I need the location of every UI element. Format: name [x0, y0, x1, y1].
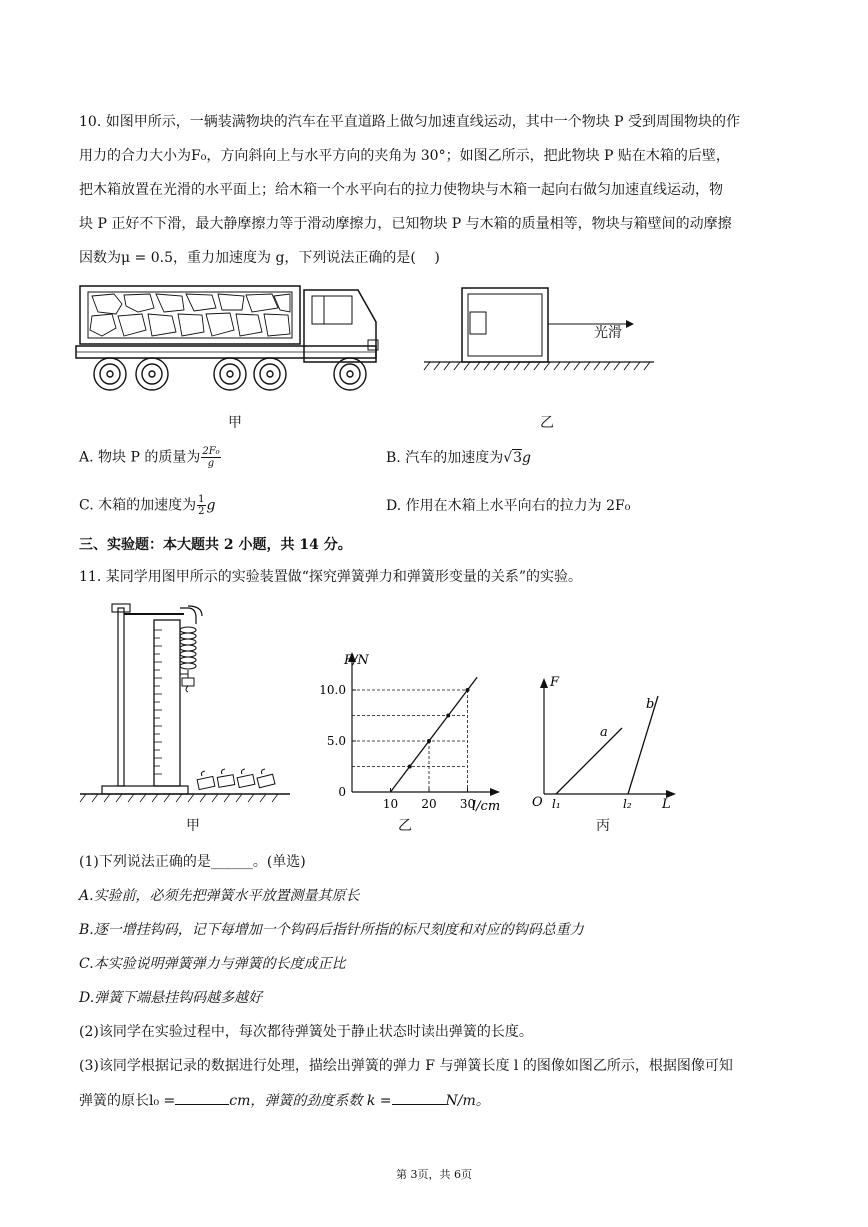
- option-b-text: B. 汽车的加速度为: [386, 450, 504, 466]
- q10-line-3: 把木箱放置在光滑的水平面上；给木箱一个水平向右的拉力使物块与木箱一起向右做匀加速直线运动，物: [79, 182, 723, 198]
- chart-bing-series-a-label: a: [600, 725, 608, 740]
- option-a-numerator: 2F₀: [202, 446, 220, 457]
- chart-bing-line-a: [556, 728, 622, 794]
- option-c-denominator: 2: [198, 506, 205, 517]
- chart-bing-y-arrow: [540, 678, 548, 688]
- page-footer: 第 3页，共 6页: [396, 1168, 472, 1181]
- chart-yi-xlabel: l/cm: [472, 799, 501, 814]
- chart-yi-ytick-label: 5.0: [326, 734, 346, 748]
- chart-yi-point: [446, 714, 450, 718]
- q10-line-4: 块 P 正好不下滑，最大静摩擦力等于滑动摩擦力，已知物块 P 与木箱的质量相等，物块与箱壁间的动摩擦: [79, 216, 732, 232]
- q10-option-b: B. 汽车的加速度为√3g: [386, 450, 532, 466]
- q11-fig-bing-caption: 丙: [596, 818, 610, 834]
- chart-yi-series-line: [391, 677, 478, 792]
- q10-line-2: 用力的合力大小为F₀，方向斜向上与水平方向的夹角为 30°；如图乙所示，把此物块 P 贴在木箱的后壁，: [79, 148, 730, 164]
- q11-part-2: (2)该同学在实验过程中，每次都待弹簧处于静止状态时读出弹簧的长度。: [79, 1024, 533, 1040]
- q11-option-d: D.弹簧下端悬挂钩码越多越好: [79, 990, 263, 1006]
- chart-yi-point: [408, 765, 412, 769]
- option-c-g: g: [206, 497, 216, 514]
- option-c-text: C. 木箱的加速度为: [79, 497, 197, 514]
- option-c-numerator: 1: [198, 494, 205, 505]
- spring-constant-blank: [392, 1090, 446, 1105]
- q10-option-c: [79, 494, 215, 517]
- q11-fig-yi-caption: 乙: [398, 818, 412, 834]
- q10-fig-jia-caption: 甲: [228, 415, 242, 431]
- chart-yi-ylabel: F/N: [344, 653, 369, 668]
- q11-option-c: C.本实验说明弹簧弹力与弹簧的长度成正比: [79, 956, 346, 972]
- force-length-chart: [316, 648, 516, 818]
- q10-line-5: 因数为μ = 0.5，重力加速度为 g，下列说法正确的是( ): [79, 250, 440, 266]
- chart-yi-xtick-label: 30: [459, 797, 476, 811]
- chart-bing-ylabel: F: [550, 675, 560, 690]
- q10-option-d: D. 作用在木箱上水平向右的拉力为 2F₀: [386, 498, 631, 514]
- option-a-text: A. 物块 P 的质量为: [79, 449, 201, 466]
- q11-option-a: A.实验前，必须先把弹簧水平放置测量其原长: [79, 888, 360, 904]
- q11-intro: 11. 某同学用图甲所示的实验装置做“探究弹簧弹力和弹簧形变量的关系”的实验。: [79, 569, 583, 585]
- section-3-heading: 三、实验题：本大题共 2 小题，共 14 分。: [79, 537, 352, 553]
- q11-part-3-text-c: N/m。: [445, 1093, 490, 1109]
- original-length-blank: [175, 1090, 229, 1105]
- chart-bing-tick-l1: l₁: [552, 797, 561, 811]
- q11-option-b: B.逐一增挂钩码，记下每增加一个钩码后指针所指的标尺刻度和对应的钩码总重力: [79, 922, 584, 938]
- chart-yi-point: [466, 688, 470, 692]
- chart-bing-xlabel: L: [662, 797, 671, 812]
- q10-fig-yi-caption: 乙: [540, 415, 554, 431]
- chart-yi-xtick-label: 20: [421, 797, 437, 811]
- chart-yi-ytick-label: 0: [338, 785, 346, 799]
- q11-part-3-line-2: [79, 1090, 490, 1111]
- q11-fig-jia-caption: 甲: [186, 818, 200, 834]
- option-a-denominator: g: [207, 458, 215, 469]
- q11-part-3-text-b: cm，弹簧的劲度系数 k =: [229, 1093, 392, 1109]
- q11-part-3-line-1: (3)该同学根据记录的数据进行处理，描绘出弹簧的弹力 F 与弹簧长度 l 的图像如图乙所示，根据图像可知: [79, 1058, 733, 1074]
- spring-apparatus-figure: [76, 600, 296, 810]
- box-figure: [420, 282, 660, 382]
- q10-option-a: [79, 446, 222, 469]
- chart-bing-series-b-label: b: [646, 697, 655, 712]
- q11-part-3-text-a: 弹簧的原长l₀ =: [79, 1093, 176, 1109]
- option-b-g: g: [522, 450, 532, 466]
- option-a-fraction: [201, 446, 220, 469]
- chart-yi-point: [427, 739, 431, 743]
- spring-comparison-chart: [528, 672, 688, 812]
- option-b-radicand: 3: [513, 450, 523, 466]
- truck-figure: [72, 282, 402, 402]
- chart-bing-tick-l2: l₂: [623, 797, 632, 811]
- option-c-fraction: [197, 494, 205, 517]
- q10-line-1: 10. 如图甲所示，一辆装满物块的汽车在平直道路上做匀加速直线运动，其中一个物块 P 受到周围物块的作: [79, 114, 741, 130]
- q10-fig-yi-label: 光滑: [594, 325, 622, 341]
- chart-yi-xtick-label: 10: [382, 797, 399, 811]
- q11-part-1: (1)下列说法正确的是______。(单选): [79, 854, 306, 870]
- chart-yi-x-arrow: [490, 788, 500, 796]
- chart-bing-origin: O: [532, 795, 543, 810]
- chart-yi-ytick-label: 10.0: [319, 683, 346, 697]
